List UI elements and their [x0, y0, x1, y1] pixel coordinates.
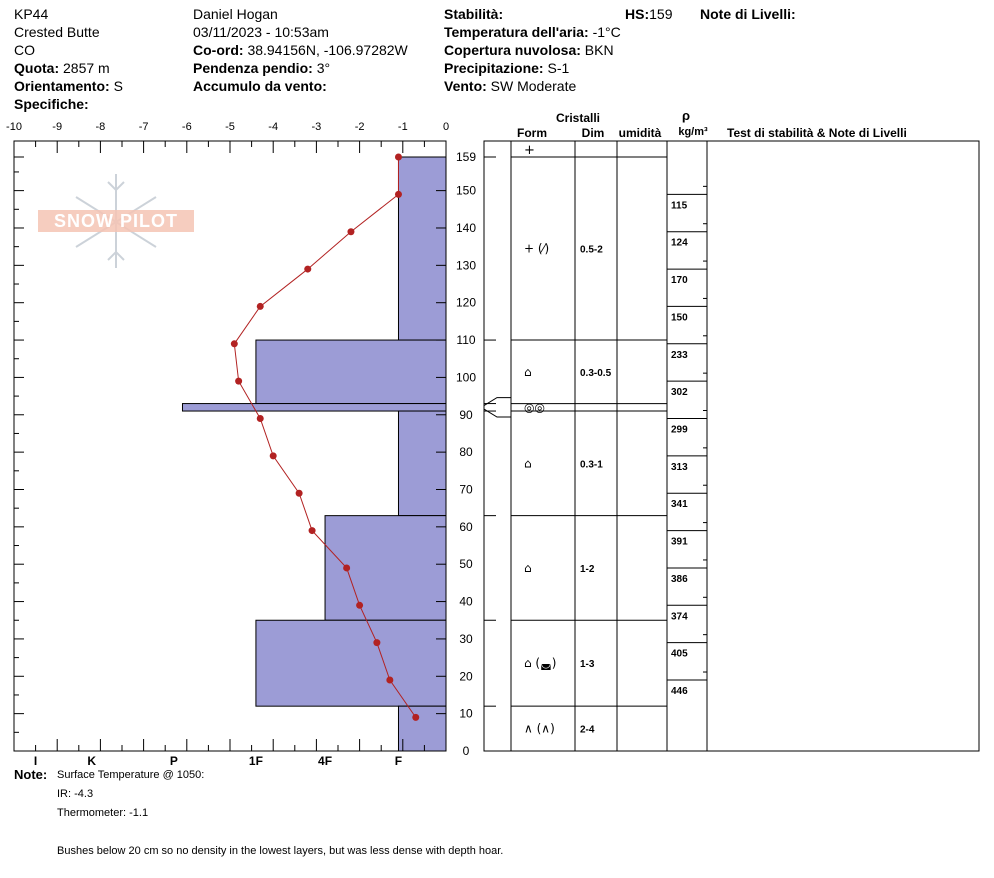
height-tick-label: 140 — [455, 220, 477, 235]
height-tick-label: 50 — [459, 557, 473, 572]
header-cristalli: Cristalli — [555, 111, 601, 125]
layer-dim: 2-4 — [580, 724, 595, 736]
layer-form: ⌂ — [524, 560, 532, 575]
density-value: 405 — [671, 648, 688, 660]
layer-dim: 1-2 — [580, 563, 595, 575]
density-value: 170 — [671, 275, 688, 287]
height-tick-label: 90 — [459, 407, 473, 422]
density-value: 115 — [671, 200, 688, 212]
layer-form: ⌂ — [524, 364, 532, 379]
height-tick-label: 60 — [459, 519, 473, 534]
temp-tick-label: -6 — [181, 121, 192, 133]
thin-layer-connector — [484, 398, 511, 406]
specifics: Specifiche: — [14, 96, 89, 112]
snow-height: HS:159 — [625, 6, 673, 22]
height-tick-label: 30 — [459, 631, 473, 646]
precipitation: Precipitazione: S-1 — [444, 60, 570, 76]
cloud-cover: Copertura nuvolosa: BKN — [444, 42, 614, 58]
hardness-label: P — [169, 754, 178, 768]
datetime: 03/11/2023 - 10:53am — [193, 24, 329, 40]
height-tick-label: 100 — [455, 370, 477, 385]
height-tick-label: 10 — [459, 706, 473, 721]
density-value: 446 — [671, 686, 688, 698]
hardness-label: 4F — [318, 754, 333, 768]
density-value: 150 — [671, 312, 688, 324]
temp-tick-label: -3 — [311, 121, 322, 133]
hardness-label: I — [33, 754, 38, 768]
stability: Stabilità: — [444, 6, 504, 22]
observer: Daniel Hogan — [193, 6, 278, 22]
elevation: Quota: 2857 m — [14, 60, 110, 76]
height-tick-label: 120 — [455, 295, 477, 310]
temp-tick-label: -9 — [52, 121, 63, 133]
hardness-label: 1F — [248, 754, 263, 768]
site-id: KP44 — [14, 6, 49, 22]
layer-form: ∧ (∧) — [524, 721, 555, 736]
temp-tick-label: -2 — [354, 121, 365, 133]
note-line: Bushes below 20 cm so no density in the lowest layers, but was less dense with depth hoar. — [57, 845, 504, 857]
density-value: 313 — [671, 461, 688, 473]
wind: Vento: SW Moderate — [444, 78, 577, 94]
layer-form: ⌂ (◛) — [524, 656, 557, 671]
note-line: Thermometer: -1.1 — [57, 807, 149, 819]
height-tick-label: 40 — [459, 594, 473, 609]
density-value: 391 — [671, 536, 688, 548]
density-value: 233 — [671, 349, 688, 361]
header-dim: Dim — [581, 126, 605, 140]
height-tick-label: 150 — [455, 183, 477, 198]
height-tick-label: 70 — [459, 482, 473, 497]
layer-dim: 0.5-2 — [580, 244, 603, 256]
layer-dim: 1-3 — [580, 659, 595, 671]
temp-tick-label: -10 — [6, 121, 22, 133]
hardness-label: K — [87, 754, 97, 768]
slope-angle: Pendenza pendio: 3° — [193, 60, 331, 76]
svg-text:SNOW PILOT: SNOW PILOT — [54, 211, 178, 231]
note-label: Note: — [14, 767, 48, 782]
layer-form: ◎◎ — [524, 400, 545, 415]
temp-tick-label: -5 — [225, 121, 235, 133]
temp-tick-label: -8 — [95, 121, 106, 133]
density-value: 302 — [671, 387, 688, 399]
header-rho-unit: kg/m³ — [678, 126, 708, 138]
wind-loading: Accumulo da vento: — [193, 78, 327, 94]
header-rho: ρ — [681, 108, 691, 123]
density-value: 374 — [671, 611, 688, 623]
layer-form: + (⁄) — [524, 241, 550, 256]
note-line: Surface Temperature @ 1050: — [57, 769, 205, 781]
density-value: 341 — [671, 499, 688, 511]
height-tick-label: 130 — [455, 258, 477, 273]
location-name: Crested Butte — [14, 24, 100, 40]
temp-tick-label: -7 — [138, 121, 149, 133]
layer-notes-heading: Note di Livelli: — [700, 6, 796, 22]
temp-tick-label: 0 — [442, 121, 450, 133]
temp-tick-label: -1 — [397, 121, 408, 133]
header-form: Form — [517, 126, 547, 140]
state: CO — [14, 42, 35, 58]
height-tick-label: 110 — [456, 333, 476, 348]
layer-form: ⌂ — [524, 456, 532, 471]
density-value: 124 — [671, 237, 688, 249]
air-temperature: Temperatura dell'aria: -1°C — [444, 24, 621, 40]
temp-tick-label: -4 — [268, 121, 279, 133]
layer-dim: 0.3-1 — [580, 459, 603, 471]
thin-layer-connector — [484, 409, 511, 417]
coordinates: Co-ord: 38.94156N, -106.97282W — [193, 42, 408, 58]
header-notes: Test di stabilità & Note di Livelli — [727, 126, 907, 140]
aspect: Orientamento: S — [14, 78, 123, 94]
layer-dim: 0.3-0.5 — [580, 367, 612, 379]
header-umidita: umidità — [618, 126, 662, 140]
density-value: 386 — [671, 573, 688, 585]
height-tick-label: 0 — [462, 744, 470, 758]
table-frame — [484, 141, 979, 751]
surface-form: + — [524, 143, 535, 158]
note-line: IR: -4.3 — [57, 788, 94, 800]
height-tick-label: 20 — [459, 669, 473, 684]
height-tick-label: 80 — [459, 445, 473, 460]
density-value: 299 — [671, 424, 688, 436]
height-tick-label: 159 — [455, 150, 477, 164]
hardness-label: F — [394, 754, 403, 768]
